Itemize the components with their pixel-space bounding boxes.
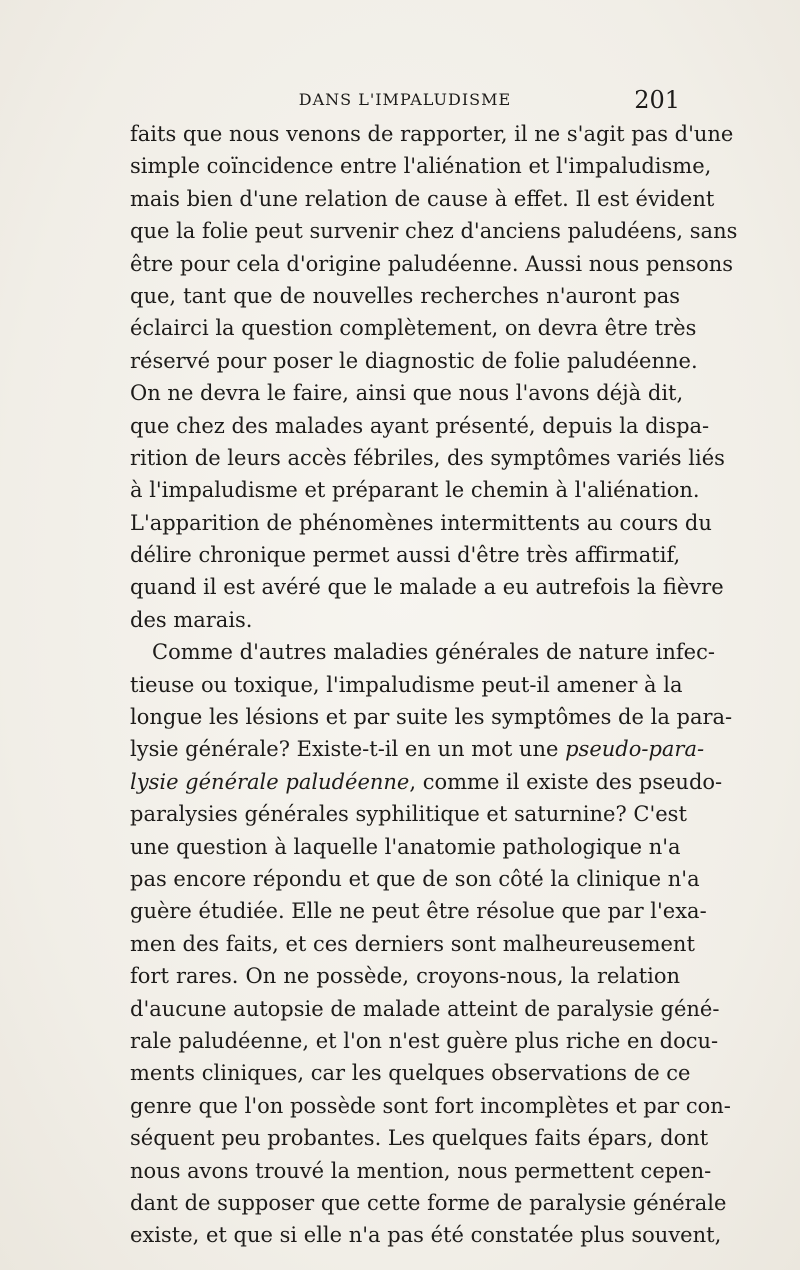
roman-text: lysie générale? Existe-t-il en un mot une [130, 737, 566, 762]
paragraph-start-line: Comme d'autres maladies générales de nature infec- [152, 640, 715, 665]
text-line: ments cliniques, car les quelques observations de ce [130, 1061, 691, 1086]
text-line: une question à laquelle l'anatomie pathologique n'a [130, 834, 681, 859]
text-line: être pour cela d'origine paludéenne. Aussi nous pensons [130, 251, 734, 276]
text-line: quand il est avéré que le malade a eu autrefois la fièvre [130, 575, 724, 600]
text-line: simple coïncidence entre l'aliénation et l'impaludisme, [130, 154, 712, 179]
text-line: que, tant que de nouvelles recherches n'auront pas [130, 283, 680, 308]
text-line: à l'impaludisme et préparant le chemin à l'aliénation. [130, 478, 700, 503]
text-line-mixed [130, 733, 705, 765]
paragraph-end-line: des marais. [130, 607, 253, 632]
text-line: réservé pour poser le diagnostic de folie paludéenne. [130, 348, 698, 373]
text-line: éclairci la question complètement, on devra être très [130, 316, 697, 341]
text-line: pas encore répondu et que de son côté la clinique n'a [130, 866, 700, 891]
italic-term: pseudo-para- [565, 737, 705, 762]
body-text [130, 118, 738, 1248]
text-line: nous avons trouvé la mention, nous permettent cepen- [130, 1158, 712, 1183]
italic-term: lysie générale paludéenne [130, 769, 410, 794]
text-line: que la folie peut survenir chez d'anciens paludéens, sans [130, 219, 738, 244]
text-line: guère étudiée. Elle ne peut être résolue que par l'exa- [130, 899, 707, 924]
text-line: existe, et que si elle n'a pas été constatée plus souvent, [130, 1223, 722, 1248]
text-line: dant de supposer que cette forme de paralysie générale [130, 1190, 727, 1215]
text-line: men des faits, et ces derniers sont malheureusement [130, 931, 695, 956]
text-line: mais bien d'une relation de cause à effet. Il est évident [130, 186, 715, 211]
text-line: que chez des malades ayant présenté, depuis la dispa- [130, 413, 710, 438]
page-number: 201 [634, 86, 680, 114]
text-line: faits que nous venons de rapporter, il ne s'agit pas d'une [130, 122, 734, 146]
text-line: paralysies générales syphilitique et saturnine? C'est [130, 802, 687, 827]
text-line-mixed [130, 766, 723, 798]
text-line: fort rares. On ne possède, croyons-nous, la relation [130, 964, 680, 989]
running-title: DANS L'IMPALUDISME [298, 90, 512, 109]
text-line: rition de leurs accès fébriles, des symptômes variés liés [130, 445, 725, 470]
text-line: séquent peu probantes. Les quelques faits épars, dont [130, 1126, 709, 1151]
roman-text: , comme il existe des pseudo- [409, 769, 723, 794]
text-line: d'aucune autopsie de malade atteint de paralysie géné- [130, 996, 720, 1021]
text-line: genre que l'on possède sont fort incomplètes et par con- [130, 1093, 731, 1118]
text-line: L'apparition de phénomènes intermittents au cours du [130, 510, 712, 535]
text-line: rale paludéenne, et l'on n'est guère plus riche en docu- [130, 1028, 719, 1053]
text-line: longue les lésions et par suite les symptômes de la para- [130, 705, 733, 730]
text-line: tieuse ou toxique, l'impaludisme peut-il amener à la [130, 672, 683, 697]
text-line: délire chronique permet aussi d'être très affirmatif, [130, 543, 681, 568]
page-header [130, 86, 680, 118]
text-line: On ne devra le faire, ainsi que nous l'avons déjà dit, [130, 381, 684, 406]
